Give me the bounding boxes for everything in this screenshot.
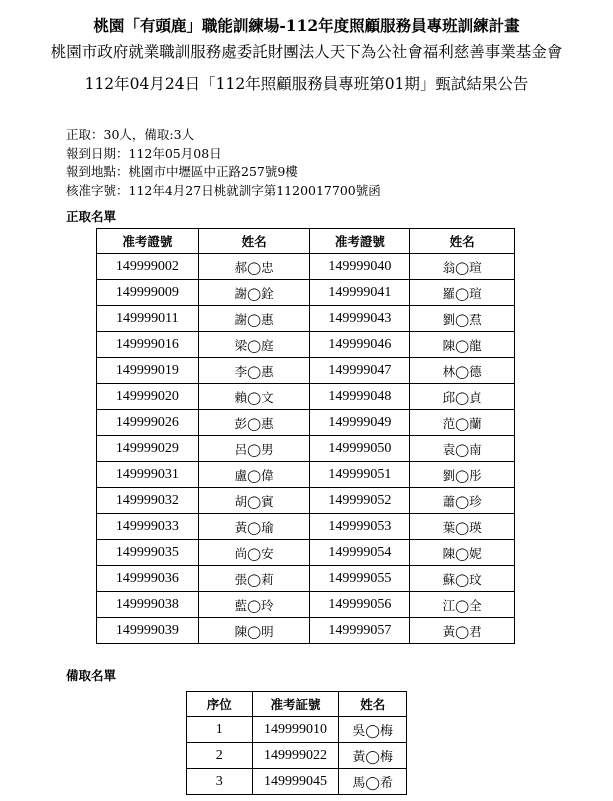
table-cell: 胡◯賓 (198, 488, 310, 514)
table-cell: 149999057 (310, 618, 410, 644)
table-cell: 149999016 (97, 332, 199, 358)
main-list-table (96, 228, 515, 644)
table-cell: 江◯全 (410, 592, 515, 618)
table-cell: 149999045 (252, 769, 339, 795)
table-cell: 謝◯銓 (198, 280, 310, 306)
table-row (97, 462, 515, 488)
table-cell: 羅◯瑄 (410, 280, 515, 306)
table-row (97, 254, 515, 280)
table-cell: 149999002 (97, 254, 199, 280)
backup-list-header-row (187, 692, 407, 717)
table-cell: 149999043 (310, 306, 410, 332)
main-list-header-row (97, 229, 515, 254)
table-cell: 劉◯彤 (410, 462, 515, 488)
table-cell: 149999031 (97, 462, 199, 488)
table-row (187, 717, 407, 743)
table-cell: 賴◯文 (198, 384, 310, 410)
table-cell: 翁◯瑄 (410, 254, 515, 280)
table-cell: 149999040 (310, 254, 410, 280)
table-cell: 149999029 (97, 436, 199, 462)
table-cell: 149999048 (310, 384, 410, 410)
column-header: 准考證號 (97, 229, 199, 254)
table-cell: 149999047 (310, 358, 410, 384)
table-cell: 149999022 (252, 743, 339, 769)
table-row (97, 332, 515, 358)
table-cell: 林◯德 (410, 358, 515, 384)
table-cell: 黃◯君 (410, 618, 515, 644)
table-cell: 盧◯偉 (198, 462, 310, 488)
table-row (97, 540, 515, 566)
table-cell: 陳◯妮 (410, 540, 515, 566)
column-header: 姓名 (198, 229, 310, 254)
table-cell: 149999039 (97, 618, 199, 644)
table-cell: 陳◯明 (198, 618, 310, 644)
table-cell: 149999010 (252, 717, 339, 743)
table-cell: 1 (187, 717, 253, 743)
table-row (97, 384, 515, 410)
table-cell: 蘇◯玟 (410, 566, 515, 592)
table-cell: 149999035 (97, 540, 199, 566)
organizer-line: 桃園市政府就業職訓服務處委託財團法人天下為公社會福利慈善事業基金會 (50, 43, 563, 61)
table-cell: 梁◯庭 (198, 332, 310, 358)
table-cell: 149999033 (97, 514, 199, 540)
table-cell: 吳◯梅 (339, 717, 407, 743)
table-cell: 149999011 (97, 306, 199, 332)
column-header: 序位 (187, 692, 253, 717)
report-date-text: 報到日期：112年05月08日 (66, 145, 222, 161)
column-header: 姓名 (339, 692, 407, 717)
table-cell: 馬◯希 (339, 769, 407, 795)
column-header: 姓名 (410, 229, 515, 254)
quota-text: 正取：30人，備取:3人 (66, 127, 195, 142)
table-cell: 149999026 (97, 410, 199, 436)
table-row (97, 280, 515, 306)
table-cell: 范◯蘭 (410, 410, 515, 436)
table-row (97, 488, 515, 514)
column-header: 准考証號 (252, 692, 339, 717)
table-cell: 2 (187, 743, 253, 769)
table-row (97, 436, 515, 462)
table-row (97, 410, 515, 436)
table-cell: 黃◯瑜 (198, 514, 310, 540)
table-row (97, 306, 515, 332)
table-cell: 藍◯玲 (198, 592, 310, 618)
table-cell: 張◯莉 (198, 566, 310, 592)
table-cell: 黃◯梅 (339, 743, 407, 769)
table-cell: 149999038 (97, 592, 199, 618)
table-cell: 149999056 (310, 592, 410, 618)
table-cell: 149999053 (310, 514, 410, 540)
table-cell: 蕭◯珍 (410, 488, 515, 514)
table-cell: 劉◯焄 (410, 306, 515, 332)
table-row (97, 566, 515, 592)
info-block (66, 126, 381, 200)
table-cell: 149999054 (310, 540, 410, 566)
table-cell: 葉◯瑛 (410, 514, 515, 540)
table-cell: 謝◯惠 (198, 306, 310, 332)
table-row (97, 592, 515, 618)
table-cell: 呂◯男 (198, 436, 310, 462)
main-list-title: 正取名單 (66, 209, 117, 224)
approval-number-text: 核准字號：112年4月27日桃就訓字第1120017700號函 (66, 182, 381, 198)
table-cell: 郝◯忠 (198, 254, 310, 280)
table-cell: 陳◯龍 (410, 332, 515, 358)
table-row (97, 358, 515, 384)
table-cell: 149999009 (97, 280, 199, 306)
table-cell: 李◯惠 (198, 358, 310, 384)
column-header: 准考證號 (310, 229, 410, 254)
table-cell: 149999036 (97, 566, 199, 592)
backup-list-title: 備取名單 (66, 668, 117, 683)
table-cell: 邱◯貞 (410, 384, 515, 410)
table-cell: 149999020 (97, 384, 199, 410)
table-row (97, 618, 515, 644)
table-cell: 149999041 (310, 280, 410, 306)
table-cell: 袁◯南 (410, 436, 515, 462)
backup-list-table (186, 691, 407, 795)
table-cell: 149999046 (310, 332, 410, 358)
table-cell: 149999032 (97, 488, 199, 514)
document-title: 桃園「有頭鹿」職能訓練場-112年度照顧服務員專班訓練計畫 (93, 16, 520, 35)
table-cell: 149999052 (310, 488, 410, 514)
table-cell: 149999019 (97, 358, 199, 384)
announcement-line: 112年04月24日「112年照顧服務員專班第01期」甄試結果公告 (84, 75, 529, 93)
table-row (187, 743, 407, 769)
table-cell: 149999055 (310, 566, 410, 592)
table-cell: 149999051 (310, 462, 410, 488)
table-cell: 彭◯惠 (198, 410, 310, 436)
table-row (97, 514, 515, 540)
report-place-text: 報到地點：桃園市中壢區中正路257號9樓 (66, 164, 298, 179)
table-row (187, 769, 407, 795)
table-cell: 149999050 (310, 436, 410, 462)
table-cell: 尚◯安 (198, 540, 310, 566)
table-cell: 149999049 (310, 410, 410, 436)
table-cell: 3 (187, 769, 253, 795)
